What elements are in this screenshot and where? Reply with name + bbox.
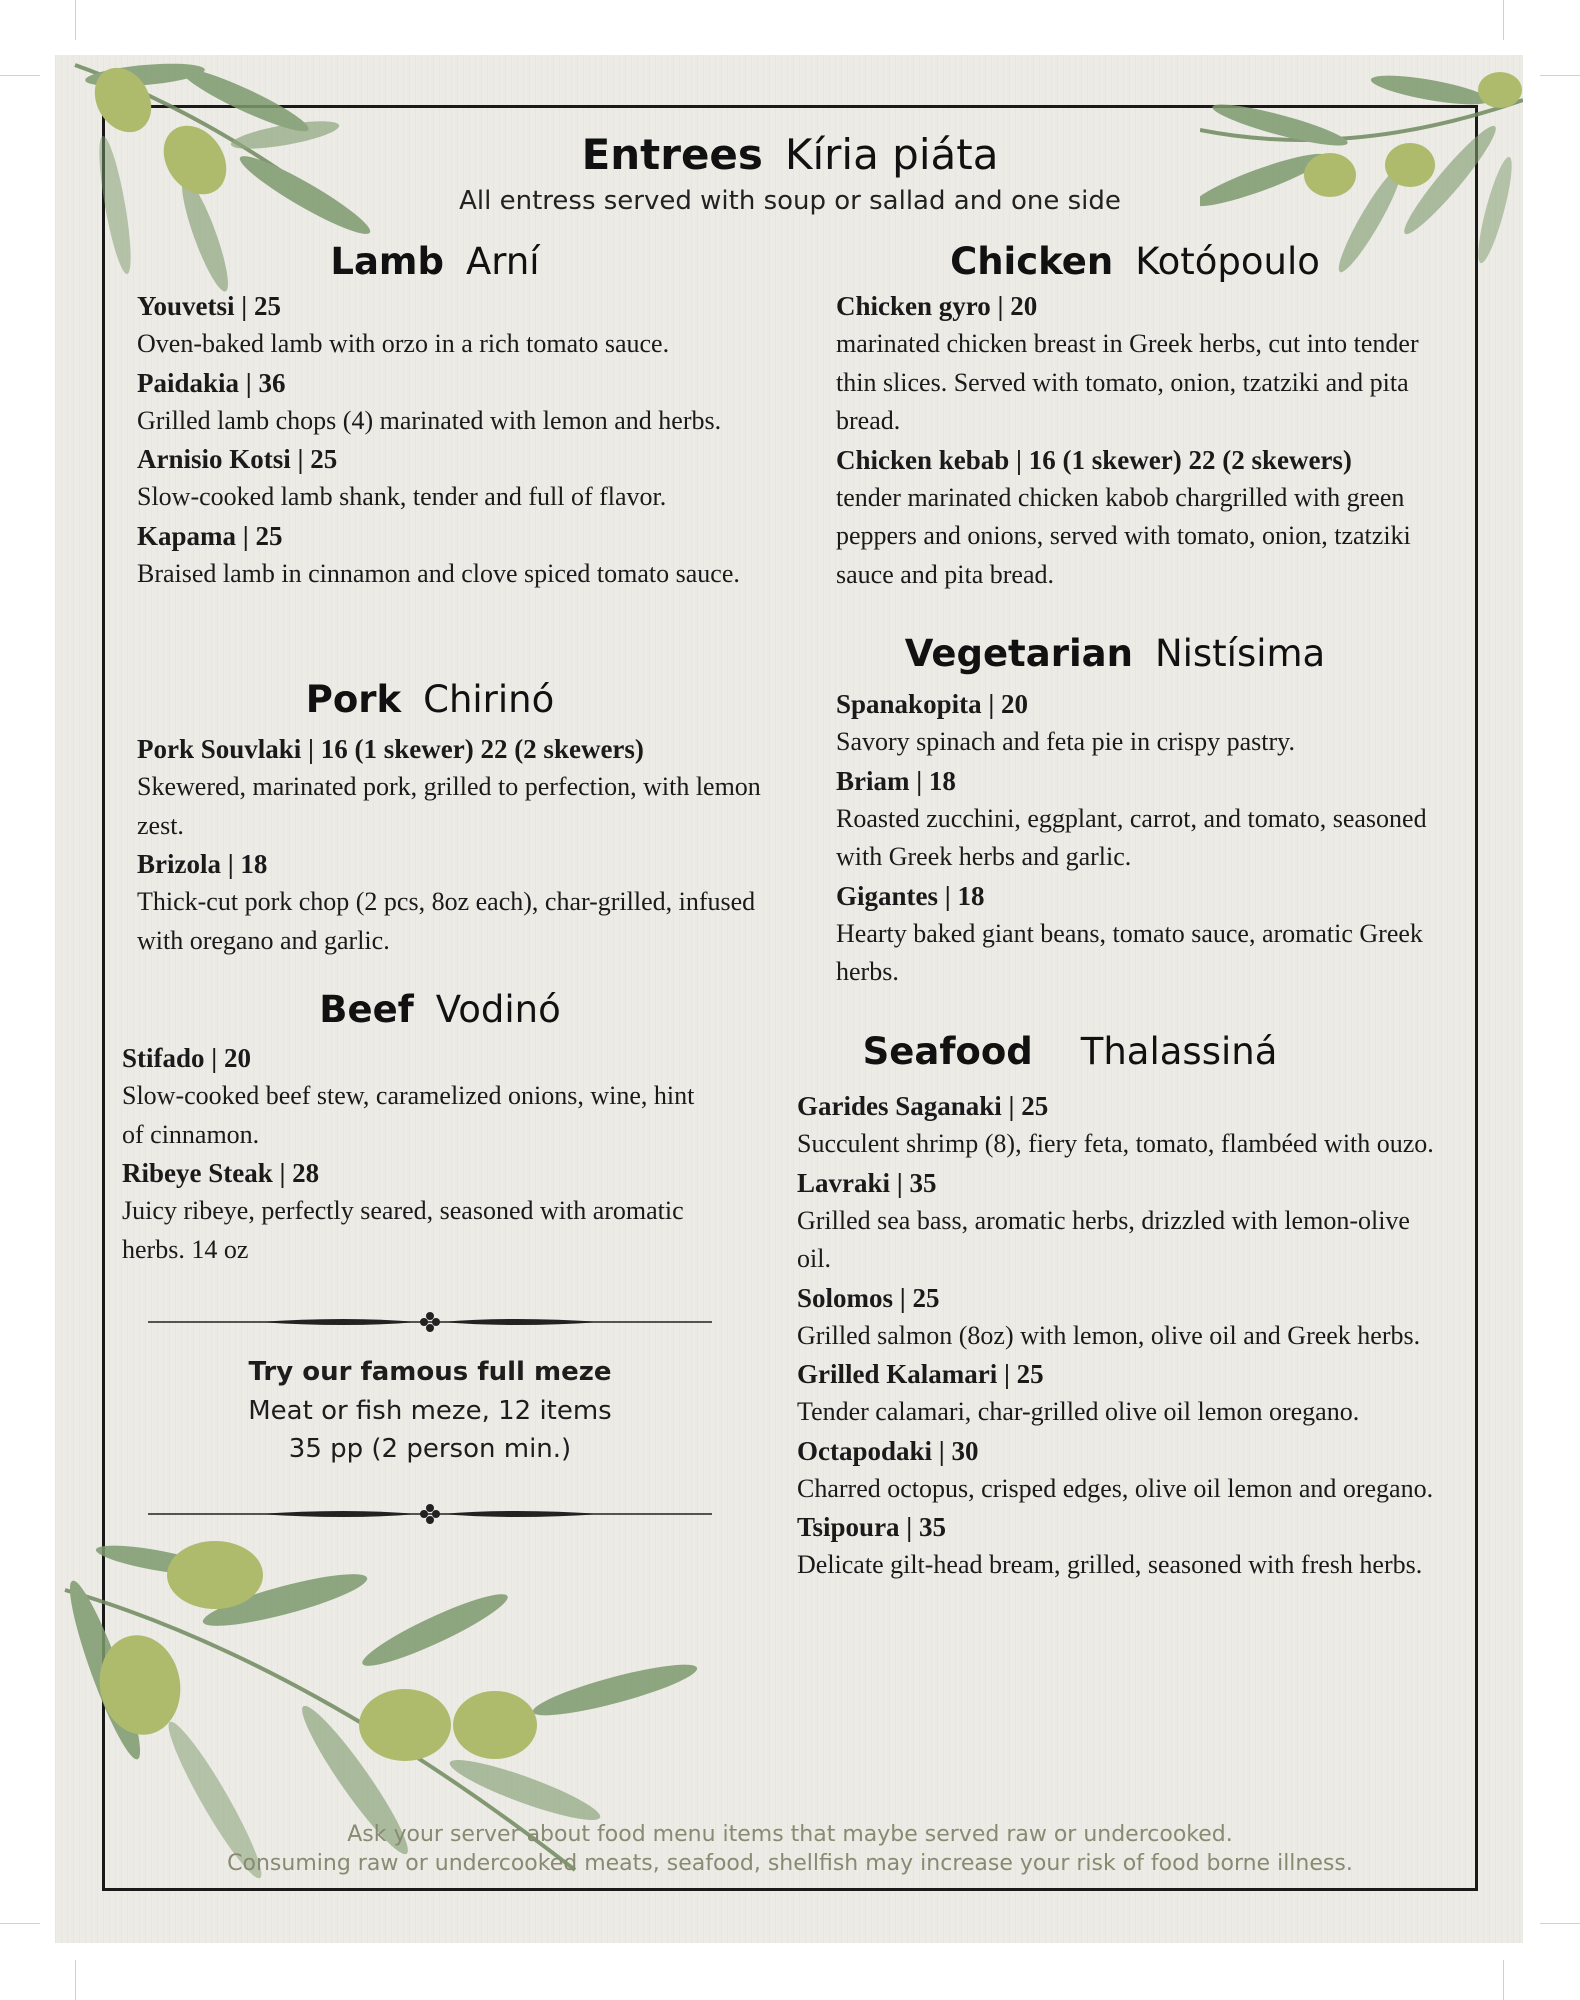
crop-mark [0,75,40,76]
item-description: Grilled sea bass, aromatic herbs, drizzled with lemon-olive oil. [797,1205,1410,1273]
item-name: Kapama | 25 [137,520,283,551]
item-name: Spanakopita | 20 [836,689,1029,719]
item-name: Youvetsi | 25 [137,291,281,321]
menu-item [836,685,1466,992]
crop-mark [75,0,76,40]
meze-price: 35 pp (2 person min.) [288,1434,572,1464]
section-heading-lamb: Lamb Arní [330,240,540,283]
item-name: Stifado | 20 [122,1043,251,1073]
meze-title: Try our famous full meze [248,1357,612,1387]
item-name: Garides Saganaki | 25 [797,1091,1049,1121]
item-description: Charred octopus, crisped edges, olive oil lemon and oregano. [797,1473,1434,1503]
item-description: Thick-cut pork chop (2 pcs, 8oz each), char-grilled, infused with oregano and garlic. [137,887,756,955]
crop-mark [1540,1923,1580,1924]
menu-item [137,287,777,593]
section-heading-seafood: Seafood Thalassiná [862,1030,1278,1073]
item-description: Grilled salmon (8oz) with lemon, olive oil and Greek herbs. [797,1320,1421,1350]
section-heading-pork: Pork Chirinó [305,678,555,721]
footer-advisory [0,1820,1580,1878]
item-name: Grilled Kalamari | 25 [797,1359,1044,1389]
meze-promo [150,1352,710,1468]
item-description: Oven-baked lamb with orzo in a rich tomato sauce. [137,329,670,358]
item-description: tender marinated chicken kabob chargrilled with green peppers and onions, served with tomato, onion, tzatziki sauce and pita bread. [836,482,1411,589]
item-name: Ribeye Steak | 28 [122,1158,320,1188]
page-subtitle: All entress served with soup or sallad and one side [459,186,1121,216]
section-heading-vegetarian: Vegetarian Nistísima [904,632,1326,675]
section-heading-beef: Beef Vodinó [319,988,561,1031]
item-description: Juicy ribeye, perfectly seared, seasoned with aromatic herbs. 14 oz [122,1196,684,1264]
item-description: Grilled lamb chops (4) marinated with lemon and herbs. [137,405,722,435]
meze-description: Meat or fish meze, 12 items [248,1396,612,1426]
item-name: Tsipoura | 35 [797,1512,947,1542]
item-description: Tender calamari, char-grilled olive oil lemon oregano. [797,1397,1360,1426]
menu-item [836,287,1436,594]
menu-item [122,1039,722,1269]
item-name: Solomos | 25 [797,1282,940,1313]
item-name: Paidakia | 36 [137,367,286,398]
footer-line: Ask your server about food menu items that maybe served raw or undercooked. [347,1822,1233,1847]
crop-mark [0,1923,40,1924]
item-name: Chicken kebab | 16 (1 skewer) 22 (2 skewers) [836,444,1352,475]
crop-mark [75,1960,76,2000]
title-english: Entrees [581,130,763,179]
item-name: Gigantes | 18 [836,880,985,911]
item-name: Lavraki | 35 [797,1167,937,1198]
item-description: Skewered, marinated pork, grilled to perfection, with lemon zest. [137,772,761,840]
section-heading-chicken: Chicken Kotópoulo [950,240,1320,283]
item-name: Octapodaki | 30 [797,1435,979,1466]
crop-mark [1503,0,1504,40]
item-description: Savory spinach and feta pie in crispy pastry. [836,727,1295,756]
item-description: Succulent shrimp (8), fiery feta, tomato, flambéed with ouzo. [797,1129,1434,1158]
item-description: Slow-cooked beef stew, caramelized onions, wine, hint of cinnamon. [122,1081,695,1149]
item-name: Chicken gyro | 20 [836,291,1038,321]
item-name: Pork Souvlaki | 16 (1 skewer) 22 (2 skewers) [137,734,644,764]
ornament-divider [148,1312,712,1332]
page-title [0,130,1580,179]
ornament-divider [148,1504,712,1524]
item-description: Hearty baked giant beans, tomato sauce, aromatic Greek herbs. [836,918,1423,986]
item-name: Brizola | 18 [137,849,268,879]
crop-mark [1503,1960,1504,2000]
item-description: Slow-cooked lamb shank, tender and full of flavor. [137,482,667,511]
item-description: Roasted zucchini, eggplant, carrot, and tomato, seasoned with Greek herbs and garlic. [836,803,1427,871]
menu-item [797,1087,1437,1585]
item-name: Arnisio Kotsi | 25 [137,444,338,474]
item-description: Delicate gilt-head bream, grilled, seasoned with fresh herbs. [797,1550,1423,1579]
item-name: Briam | 18 [836,765,956,796]
crop-mark [1540,75,1580,76]
footer-line: Consuming raw or undercooked meats, seafood, shellfish may increase your risk of food borne illness. [227,1851,1353,1876]
menu-item [137,730,777,960]
item-description: marinated chicken breast in Greek herbs, cut into tender thin slices. Served with tomato, onion, tzatziki and pita bread. [836,329,1419,435]
item-description: Braised lamb in cinnamon and clove spiced tomato sauce. [137,558,740,588]
title-greek: Kíria piáta [784,130,999,179]
